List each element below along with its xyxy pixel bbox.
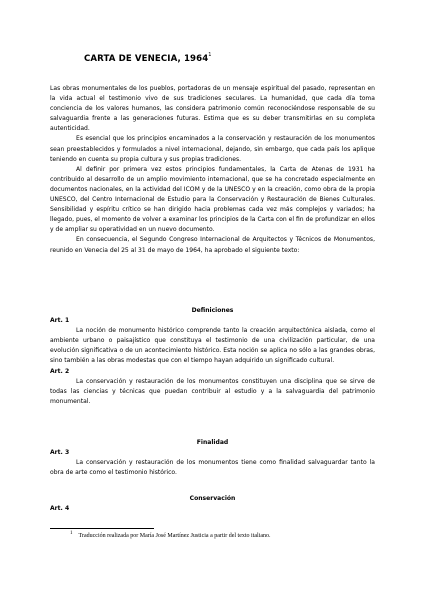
article-2-text: La conservación y restauración de los monumentos constituyen una disciplina que se sirve de todas las ciencias y técnicas que puedan contribuir al estudio y a la salvaguardia del patrimonio monumental. (50, 377, 375, 405)
footnote-text: Traducción realizada por María José Martínez Justicia a partir del texto italiano. (78, 533, 271, 539)
article-4-label: Art. 4 (50, 505, 70, 513)
section-heading-conservacion: Conservación (189, 495, 236, 502)
title-text: CARTA DE VENECIA, 1964 (84, 54, 209, 64)
article-3-text: La conservación y restauración de los monumentos tiene como finalidad salvaguardar tanto la obra de arte como el testimonio histórico. (50, 459, 375, 477)
intro-paragraph: Las obras monumentales de los pueblos, portadoras de un mensaje espiritual del pasado, representan en la vida actual el testimonio vivo de sus tradiciones seculares. La humanidad, que cada día toma conciencia de los valores humanos, las considera patrimonio común reconociéndose responsable de su salvaguardia frente a las generaciones futuras. Estima que es su deber transmitirlas en su completa autenticidad. (50, 85, 375, 133)
definitions-section (50, 306, 375, 407)
footnote-mark: 1 (70, 531, 73, 536)
intro-paragraph: Es esencial que los principios encaminados a la conservación y restauración de los monumentos sean preestablecidos y formulados a nivel internacional, dejando, sin embargo, que cada país los aplique teniendo en cuenta su propia cultura y sus propias tradiciones. (50, 135, 375, 163)
purpose-section (50, 438, 375, 478)
section-heading-definiciones: Definiciones (191, 307, 234, 314)
article-1-text: La noción de monumento histórico comprende tanto la creación arquitectónica aislada, como el ambiente urbano o paisajístico que constituya el testimonio de una civilización particular, de una evolución significativa o de un acontecimiento histórico. Esta noción se aplica no sólo a las grandes obras, sino también a las obras modestas que con el tiempo hayan adquirido un significado cultural. (50, 327, 375, 365)
footnote-divider (50, 528, 154, 529)
section-heading-finalidad: Finalidad (196, 439, 229, 446)
intro-paragraph: Al definir por primera vez estos principios fundamentales, la Carta de Atenas de 1931 ha contribuido al desarrollo de un amplio movimiento internacional, que se ha concretado especialmente en documentos nacionales, en la actividad del ICOM y de la UNESCO y en la creación, como obra de la propia UNESCO, del Centro Internacional de Estudio para la Conservación y Restauración de Bienes Culturales. Sensibilidad y espíritu crítico se han dirigido hacia problemas cada vez más complejos y variados; ha llegado, pues, el momento de volver a examinar los principios de la Carta con el fin de profundizar en ellos y de ampliar su operatividad en un nuevo documento. (50, 165, 375, 234)
footnote (70, 531, 271, 539)
conservation-section (50, 494, 375, 514)
article-1-label: Art. 1 (50, 317, 70, 325)
intro-section (50, 84, 375, 256)
article-2-label: Art. 2 (50, 367, 70, 375)
document-title (84, 52, 212, 64)
intro-paragraph: En consecuencia, el Segundo Congreso Internacional de Arquitectos y Técnicos de Monumentos, reunido en Venecia del 25 al 31 de mayo de 1964, ha aprobado el siguiente texto: (50, 236, 375, 254)
footnote-reference: 1 (208, 52, 212, 58)
article-3-label: Art. 3 (50, 449, 70, 457)
